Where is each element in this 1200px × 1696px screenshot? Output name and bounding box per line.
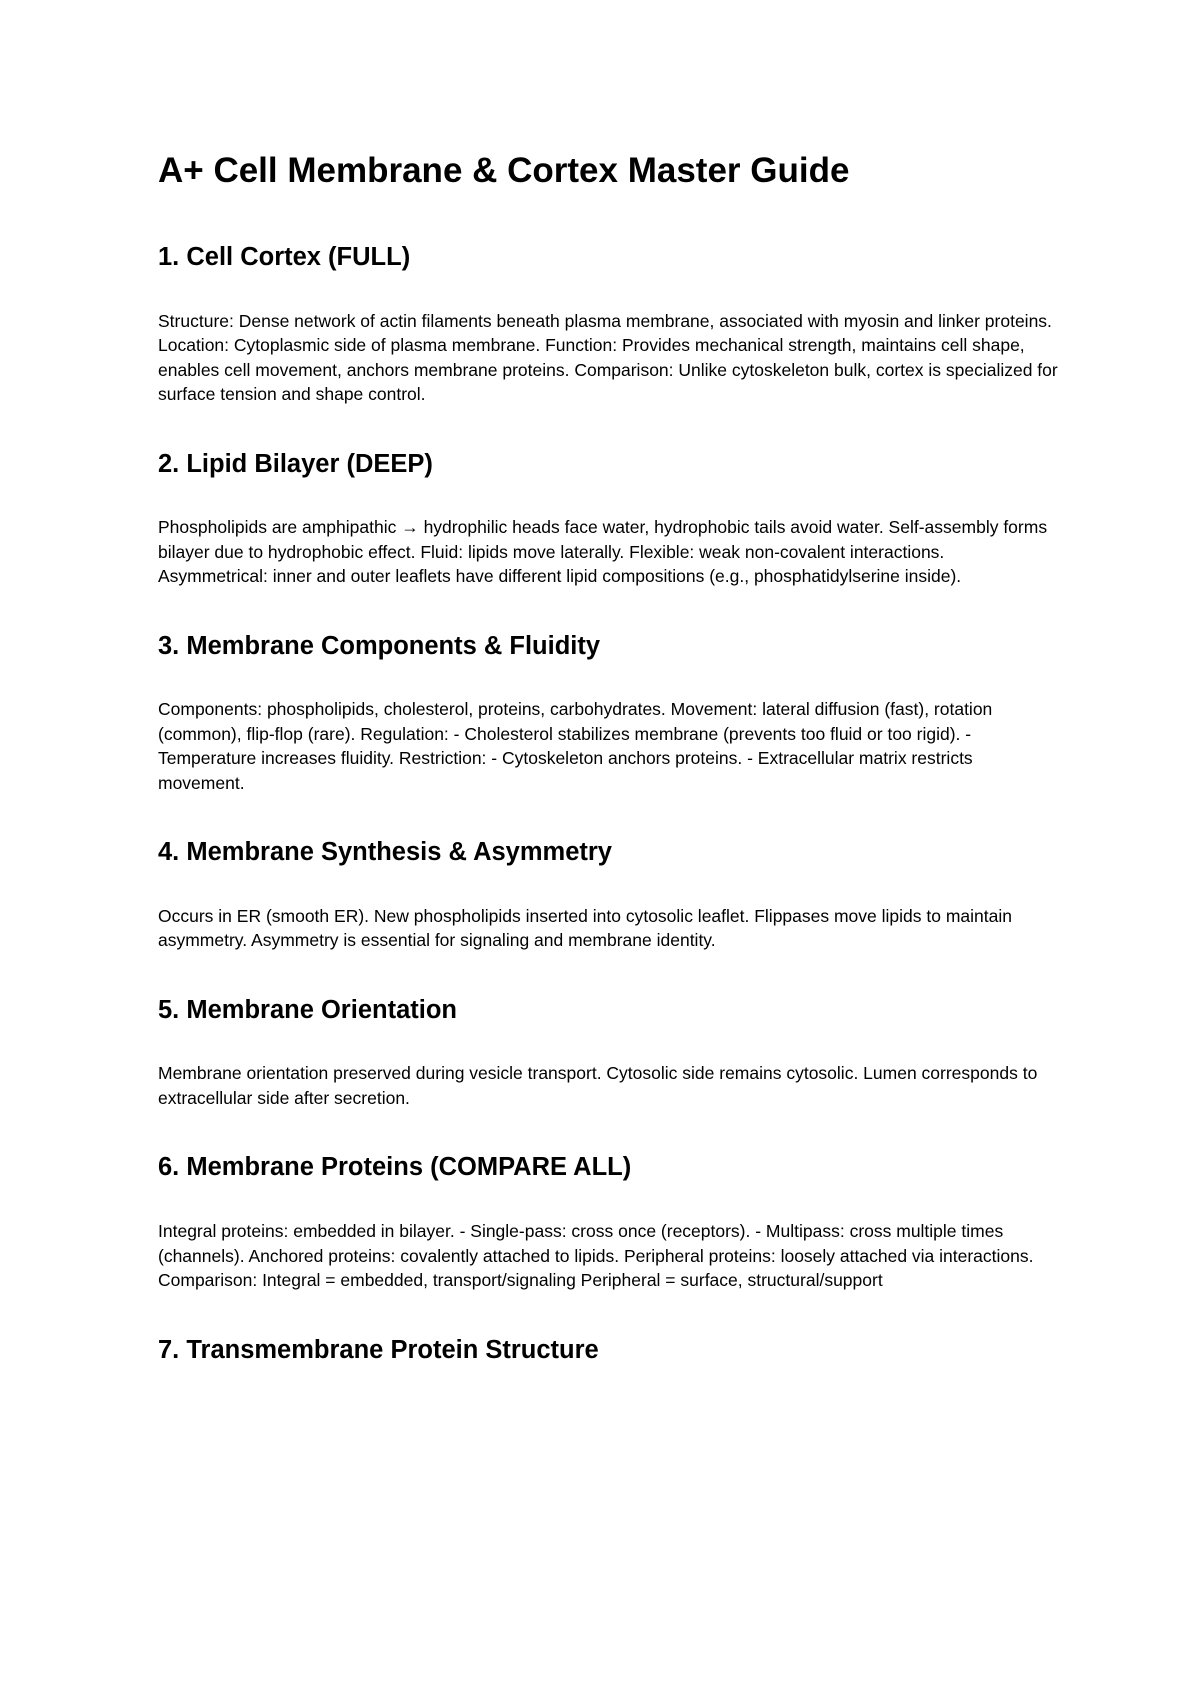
section-membrane-proteins (158, 1152, 1058, 1292)
section-heading: 5. Membrane Orientation (158, 995, 457, 1024)
section-heading: 1. Cell Cortex (FULL) (158, 243, 411, 271)
section-heading: 2. Lipid Bilayer (DEEP) (158, 449, 433, 478)
section-lipid-bilayer (158, 449, 1058, 589)
section-heading: 6. Membrane Proteins (COMPARE ALL) (158, 1153, 632, 1182)
section-membrane-synthesis (158, 837, 1058, 953)
section-membrane-components (158, 631, 1058, 796)
section-heading: 7. Transmembrane Protein Structure (158, 1335, 599, 1364)
section-body: Integral proteins: embedded in bilayer. - Single-pass: cross once (receptors). - Multipass: cross multiple times (channels). Anchored proteins: covalently attached to lipids. Peripheral proteins: loosely attached via interactions. Comparison: Integral = embedded, transport/signaling Peripheral = surface, structural/support (158, 1221, 1034, 1291)
section-body: Components: phospholipids, cholesterol, proteins, carbohydrates. Movement: lateral diffusion (fast), rotation (common), flip-flop (rare). Regulation: - Cholesterol stabilizes membrane (prevents too fluid or too rigid). - Temperature increases fluidity. Restriction: - Cytoskeleton anchors proteins. - Extracellular matrix restricts movement. (158, 699, 993, 793)
section-body: Occurs in ER (smooth ER). New phospholipids inserted into cytosolic leaflet. Flippases move lipids to maintain asymmetry. Asymmetry is essential for signaling and membrane identity. (158, 905, 1012, 951)
section-cell-cortex (158, 242, 1058, 407)
section-heading: 3. Membrane Components & Fluidity (158, 631, 601, 660)
section-transmembrane-structure (158, 1335, 1058, 1366)
section-body: Structure: Dense network of actin filaments beneath plasma membrane, associated with myosin and linker proteins. Location: Cytoplasmic side of plasma membrane. Function: Provides mechanical strength, maintains cell shape, enables cell movement, anchors membrane proteins. Comparison: Unlike cytoskeleton bulk, cortex is specialized for surface tension and shape control. (158, 310, 1058, 405)
section-heading: 4. Membrane Synthesis & Asymmetry (158, 838, 612, 867)
section-membrane-orientation (158, 995, 1058, 1111)
page-title: A+ Cell Membrane & Cortex Master Guide (158, 151, 850, 190)
document-page (158, 150, 1058, 1401)
section-body: Membrane orientation preserved during vesicle transport. Cytosolic side remains cytosolic. Lumen corresponds to extracellular side after secretion. (158, 1063, 1038, 1108)
section-body: Phospholipids are amphipathic → hydrophilic heads face water, hydrophobic tails avoid water. Self-assembly forms bilayer due to hydrophobic effect. Fluid: lipids move laterally. Flexible: weak non-covalent interactions. Asymmetrical: inner and outer leaflets have different lipid compositions (e.g., phosphatidylserine inside). (158, 517, 1048, 587)
